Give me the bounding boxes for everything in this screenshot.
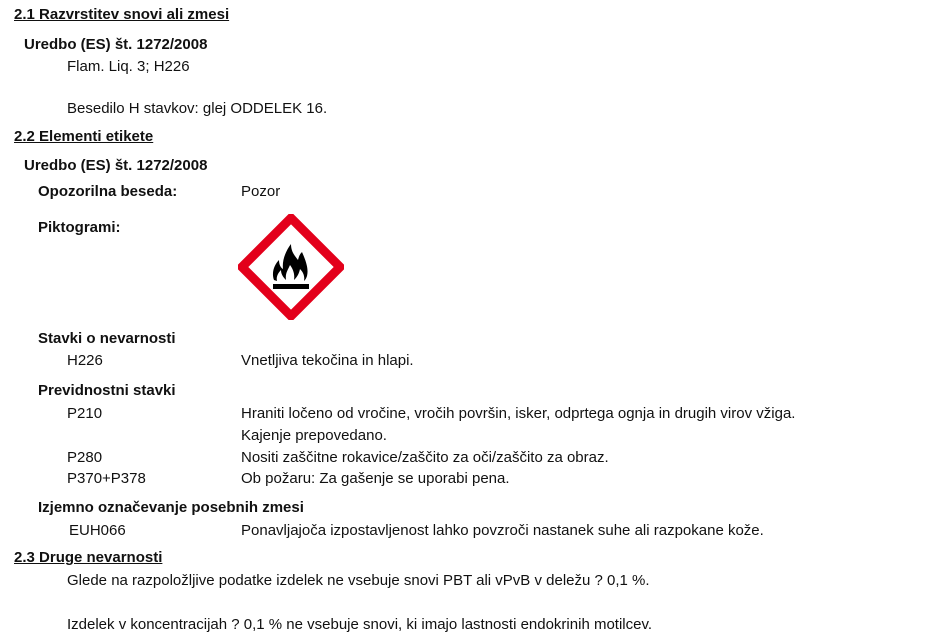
signal-word-label: Opozorilna beseda: [38,183,178,200]
special-labelling-code: EUH066 [69,522,126,539]
section-2-3-heading: 2.3 Druge nevarnosti [14,549,163,566]
special-labelling-text: Ponavljajoča izpostavljenost lahko povzroči nastanek suhe ali razpokane kože. [241,522,764,539]
precautionary-text: Hraniti ločeno od vročine, vročih površin, isker, odprtega ognja in drugih virov vžiga. [241,405,796,422]
classification-text: Flam. Liq. 3; H226 [67,58,190,75]
other-hazards-text-2: Izdelek v koncentracijah ? 0,1 % ne vsebuje snovi, ki imajo lastnosti endokrinih motilcev. [67,616,653,633]
hazard-statements-heading: Stavki o nevarnosti [38,330,176,347]
signal-word-value: Pozor [241,183,281,200]
other-hazards-text-1: Glede na razpoložljive podatke izdelek ne vsebuje snovi PBT ali vPvB v deležu ? 0,1 %. [67,572,650,589]
pictograms-label: Piktogrami: [38,219,121,236]
precautionary-text-continuation: Kajenje prepovedano. [241,427,387,444]
ghs02-flame-icon [238,214,344,320]
precautionary-code: P280 [67,449,103,466]
precautionary-heading: Previdnostni stavki [38,382,176,399]
section-2-1-regulation: Uredbo (ES) št. 1272/2008 [24,36,208,53]
precautionary-code: P210 [67,405,103,422]
section-2-2-heading: 2.2 Elementi etikete [14,128,154,145]
h-statements-note: Besedilo H stavkov: glej ODDELEK 16. [67,100,328,117]
precautionary-text: Ob požaru: Za gašenje se uporabi pena. [241,470,510,487]
precautionary-code: P370+P378 [67,470,146,487]
hazard-text: Vnetljiva tekočina in hlapi. [241,352,414,369]
section-2-2-regulation: Uredbo (ES) št. 1272/2008 [24,157,208,174]
special-labelling-heading: Izjemno označevanje posebnih zmesi [38,499,304,516]
section-2-1-heading: 2.1 Razvrstitev snovi ali zmesi [14,6,230,23]
hazard-code: H226 [67,352,103,369]
precautionary-text: Nositi zaščitne rokavice/zaščito za oči/zaščito za obraz. [241,449,609,466]
